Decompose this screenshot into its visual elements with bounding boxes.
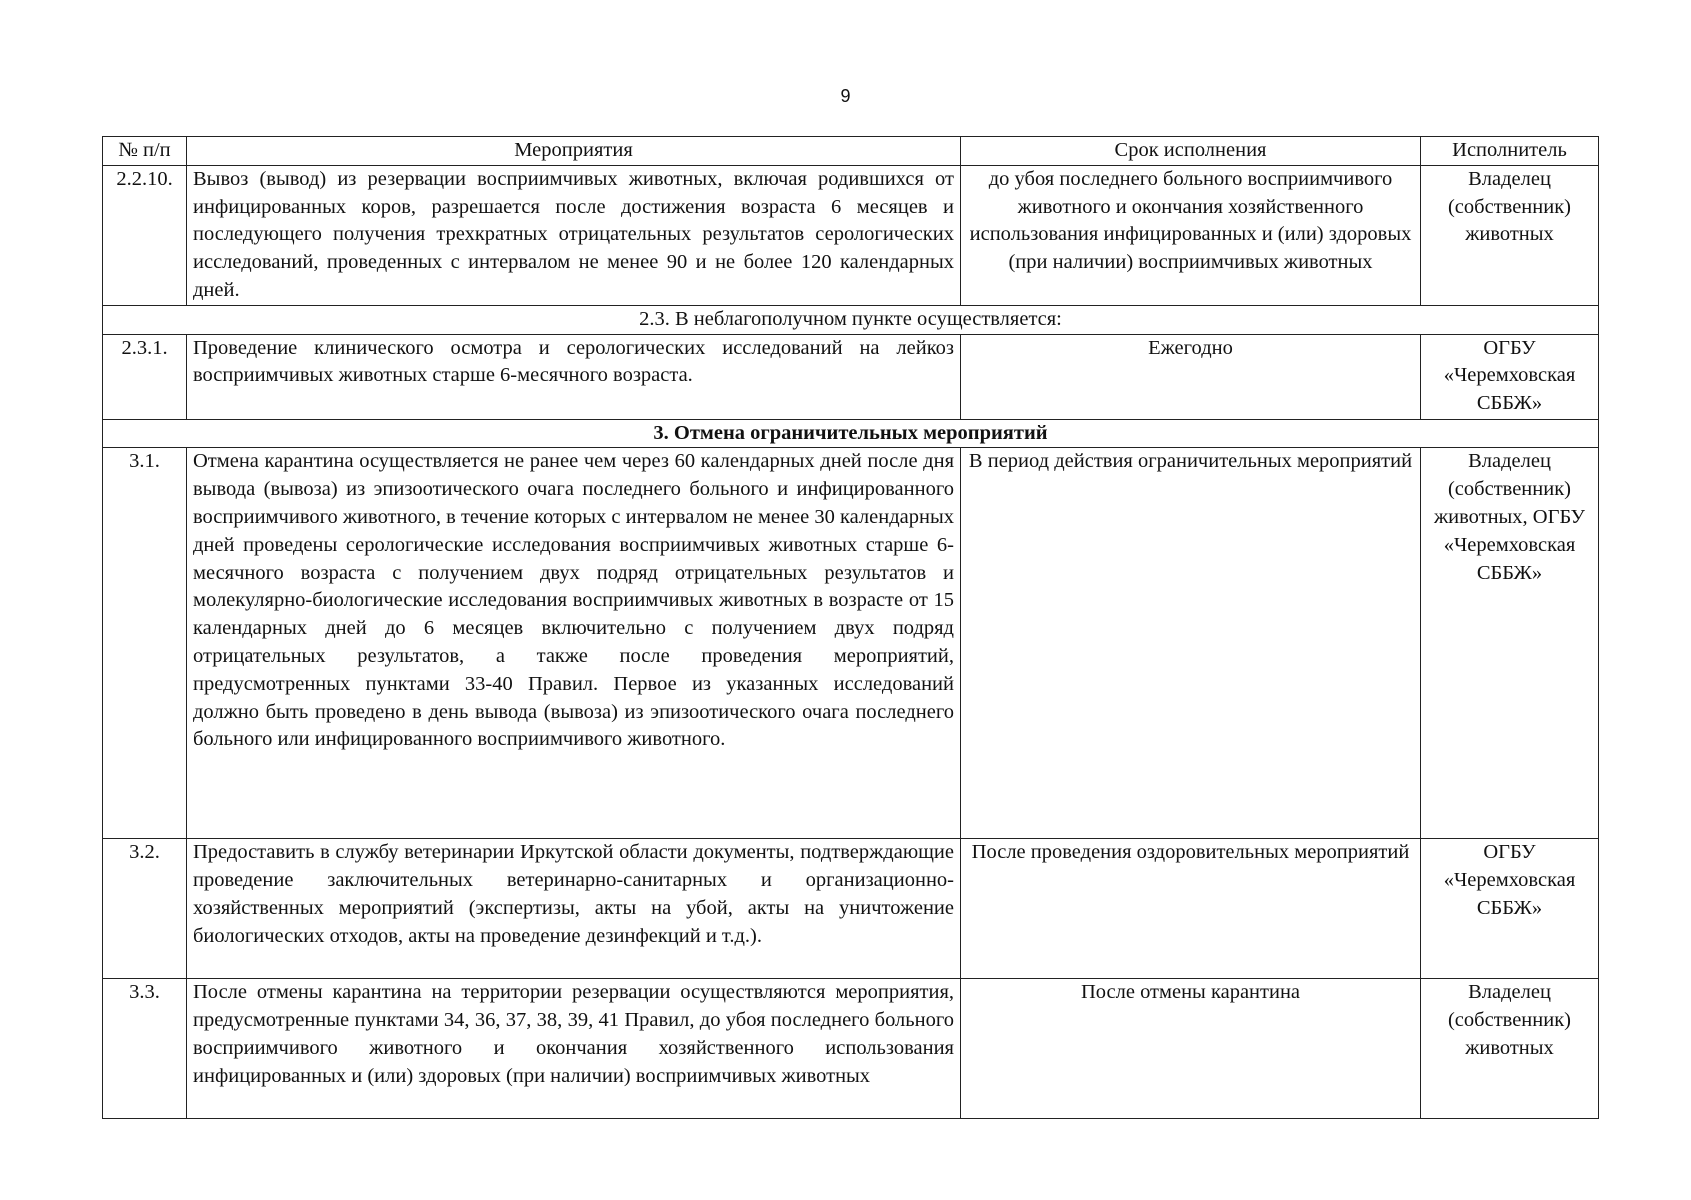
row-term: После отмены карантина	[961, 979, 1421, 1119]
section-heading-2-3: 2.3. В неблагополучном пункте осуществляется:	[103, 305, 1599, 334]
row-activity: Проведение клинического осмотра и серологических исследований на лейкоз восприимчивых животных старше 6-месячного возраста.	[187, 334, 961, 419]
row-term: Ежегодно	[961, 334, 1421, 419]
table-row	[103, 448, 1599, 839]
section-heading-3: 3. Отмена ограничительных мероприятий	[103, 419, 1599, 448]
row-executor: Владелец (собственник) животных, ОГБУ «Черемховская СББЖ»	[1421, 448, 1599, 839]
row-activity: После отмены карантина на территории резервации осуществляются мероприятия, предусмотренные пунктами 34, 36, 37, 38, 39, 41 Правил, до убоя последнего больного восприимчивого животного и окончания хозяйственного использования инфицированных и (или) здоровых (при наличии) восприимчивых животных	[187, 979, 961, 1119]
header-term: Срок исполнения	[961, 137, 1421, 166]
table-row	[103, 979, 1599, 1119]
activities-table	[102, 136, 1599, 1119]
row-executor: Владелец (собственник) животных	[1421, 165, 1599, 305]
row-number: 2.2.10.	[103, 165, 187, 305]
table-row	[103, 839, 1599, 979]
row-term: В период действия ограничительных мероприятий	[961, 448, 1421, 839]
section-row	[103, 305, 1599, 334]
table-row	[103, 334, 1599, 419]
row-number: 2.3.1.	[103, 334, 187, 419]
row-activity: Предоставить в службу ветеринарии Иркутской области документы, подтверждающие проведение заключительных ветеринарно-санитарных и организационно-хозяйственных мероприятий (экспертизы, акты на убой, акты на уничтожение биологических отходов, акты на проведение дезинфекций и т.д.).	[187, 839, 961, 979]
section-row	[103, 419, 1599, 448]
row-number: 3.1.	[103, 448, 187, 839]
header-number: № п/п	[103, 137, 187, 166]
header-activity: Мероприятия	[187, 137, 961, 166]
row-number: 3.3.	[103, 979, 187, 1119]
row-activity: Вывоз (вывод) из резервации восприимчивых животных, включая родившихся от инфицированных коров, разрешается после достижения возраста 6 месяцев и последующего получения трехкратных отрицательных результатов серологических исследований, проведенных с интервалом не менее 90 и не более 120 календарных дней.	[187, 165, 961, 305]
table-header-row	[103, 137, 1599, 166]
row-term: После проведения оздоровительных мероприятий	[961, 839, 1421, 979]
row-executor: Владелец (собственник) животных	[1421, 979, 1599, 1119]
row-activity: Отмена карантина осуществляется не ранее чем через 60 календарных дней после дня вывода (вывоза) из эпизоотического очага последнего больного и инфицированного восприимчивого животного, в течение которых с интервалом не менее 30 календарных дней проведены серологические исследования восприимчивых животных старше 6-месячного возраста с получением двух подряд отрицательных результатов и молекулярно-биологические исследования восприимчивых животных в возрасте от 15 календарных дней до 6 месяцев включительно с получением двух подряд отрицательных результатов, а также после проведения мероприятий, предусмотренных пунктами 33-40 Правил. Первое из указанных исследований должно быть проведено в день вывода (вывоза) из эпизоотического очага последнего больного или инфицированного восприимчивого животного.	[187, 448, 961, 839]
row-executor: ОГБУ «Черемховская СББЖ»	[1421, 334, 1599, 419]
row-executor: ОГБУ «Черемховская СББЖ»	[1421, 839, 1599, 979]
page-number: 9	[840, 86, 851, 106]
row-term: до убоя последнего больного восприимчивого животного и окончания хозяйственного использования инфицированных и (или) здоровых (при наличии) восприимчивых животных	[961, 165, 1421, 305]
header-executor: Исполнитель	[1421, 137, 1599, 166]
table-row	[103, 165, 1599, 305]
row-number: 3.2.	[103, 839, 187, 979]
